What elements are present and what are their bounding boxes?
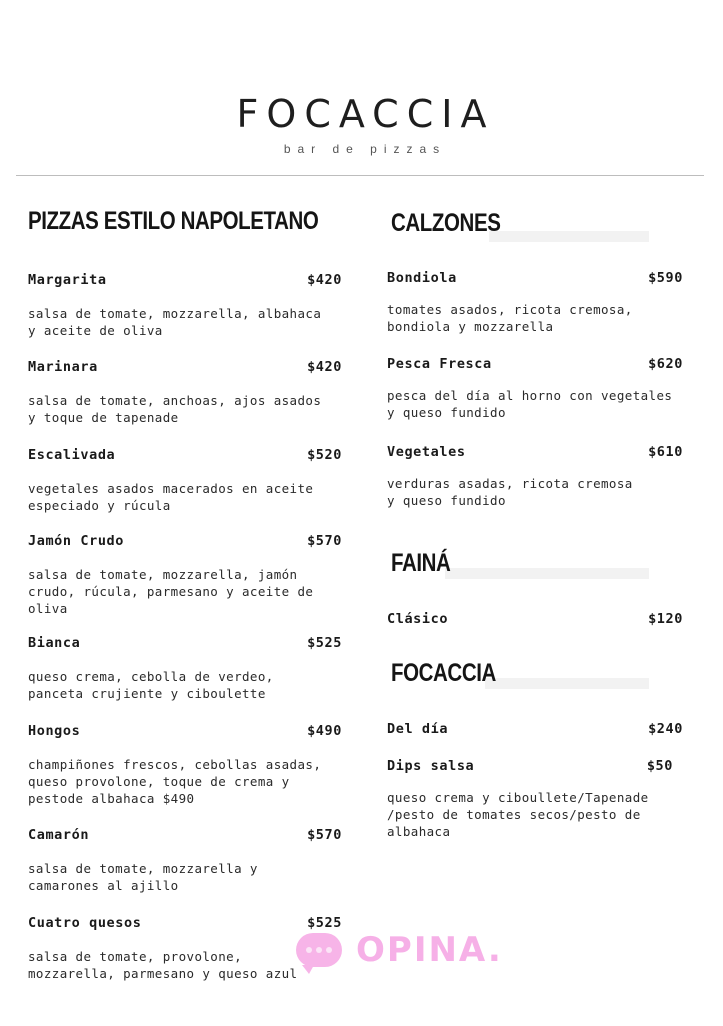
item-name: Jamón Crudo [28, 533, 125, 549]
menu-item [387, 758, 683, 840]
menu-item [28, 359, 342, 426]
item-name: Bianca [28, 635, 81, 651]
item-description: queso crema y ciboullete/Tapenade /pesto de tomates secos/pesto de albahaca [387, 790, 649, 839]
watermark-text: OPINA. [356, 930, 503, 970]
item-price: $420 [307, 359, 342, 375]
item-description: salsa de tomate, anchoas, ajos asados y toque de tapenade [28, 393, 322, 425]
calzones-title: CALZONES [391, 209, 501, 237]
item-price: $520 [307, 447, 342, 463]
item-description: queso crema, cebolla de verdeo, panceta crujiente y ciboulette [28, 669, 274, 701]
item-price: $240 [648, 721, 683, 737]
item-price: $50 [646, 758, 673, 774]
focaccia-heading [391, 658, 691, 694]
item-description: champiñones frescos, cebollas asadas, queso provolone, toque de crema y pestode albahaca $490 [28, 757, 322, 806]
item-description: vegetales asados macerados en aceite especiado y rúcula [28, 481, 314, 513]
menu-item [28, 635, 342, 702]
menu-item [28, 533, 342, 617]
calzones-heading [391, 208, 691, 244]
pizzas-title: PIZZAS ESTILO NAPOLETANO [28, 207, 319, 235]
item-price: $590 [648, 270, 683, 286]
faina-title: FAINÁ [391, 549, 451, 577]
item-name: Dips salsa [387, 758, 475, 774]
menu-item [28, 723, 342, 807]
item-name: Marinara [28, 359, 98, 375]
menu-item [387, 270, 683, 335]
item-price: $620 [648, 356, 683, 372]
faina-heading [391, 548, 691, 584]
item-price: $610 [648, 444, 683, 460]
item-name: Del día [387, 721, 449, 737]
menu-item [387, 721, 683, 737]
header-divider [16, 175, 704, 176]
item-price: $570 [307, 533, 342, 549]
pizzas-section [28, 206, 342, 981]
item-description: pesca del día al horno con vegetales y queso fundido [387, 388, 673, 420]
menu-header [0, 92, 723, 156]
item-name: Escalivada [28, 447, 116, 463]
item-name: Cuatro quesos [28, 915, 142, 931]
item-price: $525 [307, 915, 342, 931]
brand-tagline: bar de pizzas [283, 142, 447, 156]
item-price: $120 [648, 611, 683, 627]
brand-title: FOCACCIA [236, 92, 495, 136]
item-description: salsa de tomate, mozzarella, jamón crudo, rúcula, parmesano y aceite de oliva [28, 567, 314, 616]
menu-item [28, 447, 342, 514]
item-name: Pesca Fresca [387, 356, 492, 372]
opina-watermark [296, 930, 503, 970]
focaccia-title: FOCACCIA [391, 659, 496, 687]
item-price: $490 [307, 723, 342, 739]
item-name: Margarita [28, 272, 107, 288]
item-price: $570 [307, 827, 342, 843]
menu-item [28, 272, 342, 339]
menu-item [387, 356, 683, 421]
item-name: Camarón [28, 827, 90, 843]
item-description: salsa de tomate, mozzarella, albahaca y aceite de oliva [28, 306, 322, 338]
menu-item [28, 915, 342, 982]
menu-item [387, 444, 683, 509]
item-name: Hongos [28, 723, 81, 739]
item-name: Clásico [387, 611, 449, 627]
item-price: $420 [307, 272, 342, 288]
item-description: verduras asadas, ricota cremosa y queso fundido [387, 476, 633, 508]
item-description: tomates asados, ricota cremosa, bondiola y mozzarella [387, 302, 633, 334]
item-price: $525 [307, 635, 342, 651]
menu-item [28, 827, 342, 894]
item-name: Vegetales [387, 444, 466, 460]
item-name: Bondiola [387, 270, 457, 286]
item-description: salsa de tomate, provolone, mozzarella, parmesano y queso azul [28, 949, 298, 981]
item-description: salsa de tomate, mozzarella y camarones al ajillo [28, 861, 258, 893]
menu-item [387, 611, 683, 627]
chat-bubble-icon [296, 933, 342, 967]
